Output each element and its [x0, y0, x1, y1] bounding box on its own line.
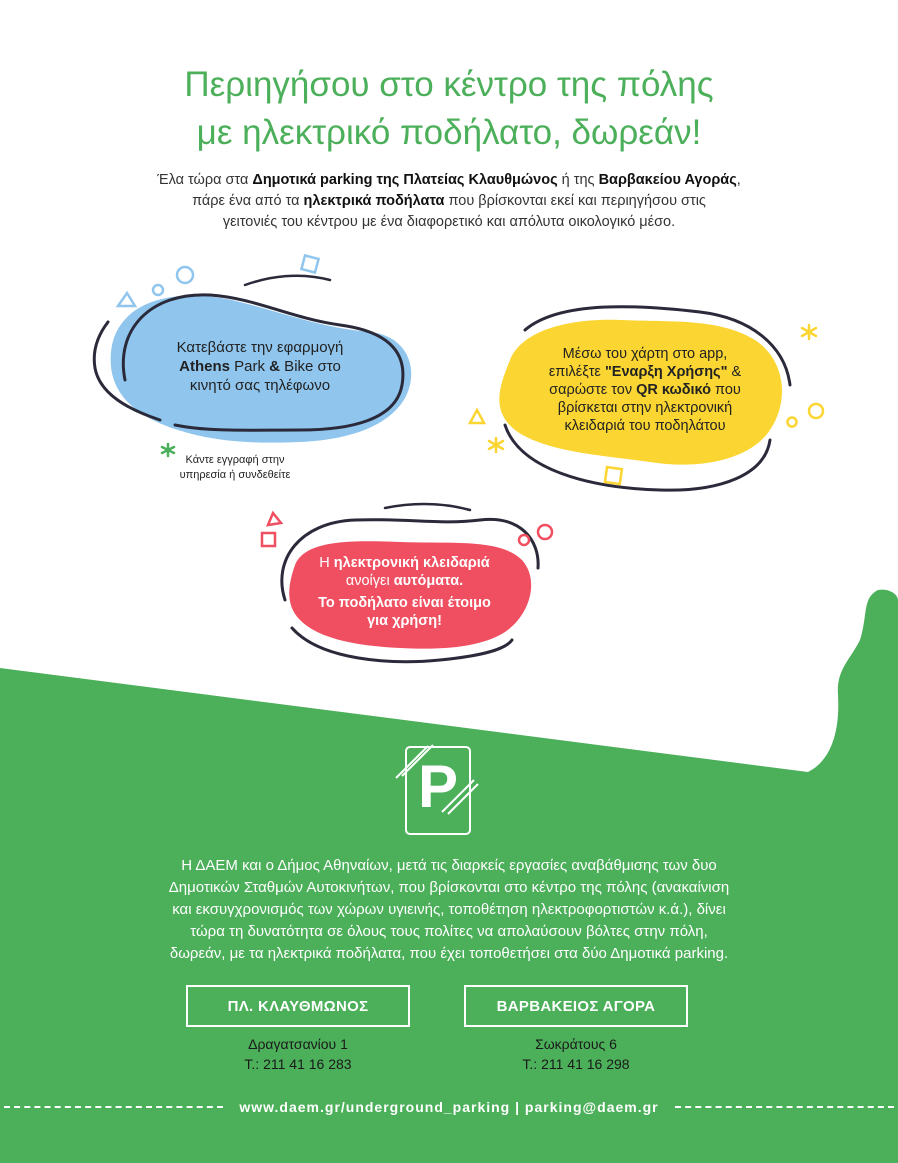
triangle-icon	[268, 513, 281, 525]
circle-icon	[788, 418, 797, 427]
footer-links[interactable]: www.daem.gr/underground_parking | parking@daem.gr	[239, 1099, 659, 1115]
square-icon	[262, 533, 275, 546]
step1-note: Κάντε εγγραφή στην υπηρεσία ή συνδεθείτε	[179, 454, 291, 481]
asterisk-icon	[489, 438, 503, 452]
circle-icon	[519, 535, 529, 545]
description-paragraph: Η ΔΑΕΜ και ο Δήμος Αθηναίων, μετά τις διαρκείς εργασίες αναβάθμισης των δυο Δημοτικών Σταθμών Αυτοκινήτων, που βρίσκονται στο κέντρο της πόλης (ανακαίνιση και εκσυγχρονισμός των χώρων υγιεινής, τοποθέτηση ηλεκτροφορτιστών κ.ά.), δίνει τώρα τη δυνατότητα σε όλους τους πολίτες να απολαύσουν βόλτες στην πόλη, δωρεάν, με τα ηλεκτρικά ποδήλατα, που έχει τοποθετήσει στα δύο Δημοτικά parking.	[168, 857, 730, 962]
intro-paragraph: Έλα τώρα στα Δημοτικά parking της Πλατείας Κλαυθμώνος ή της Βαρβακείου Αγοράς, πάρε ένα από τα ηλεκτρικά ποδήλατα που βρίσκονται εκεί και περιηγήσου στις γειτονιές του κέντρου με ένα διαφορετικό και απόλυτα οικολογικό μέσο.	[157, 172, 741, 230]
asterisk-icon	[802, 325, 816, 339]
triangle-icon	[118, 293, 135, 306]
square-icon	[605, 467, 622, 484]
parking-letter: P	[417, 753, 459, 820]
circle-icon	[177, 267, 193, 283]
footer-dash-left	[4, 1106, 223, 1108]
circle-icon	[809, 404, 823, 418]
location-klafthmonos-info: Δραγατσανίου 1 Τ.: 211 41 16 283	[244, 1036, 352, 1072]
location-klafthmonos-button[interactable]: ΠΛ. ΚΛΑΥΘΜΩΝΟΣ	[186, 985, 410, 1027]
circle-icon	[153, 285, 163, 295]
location-varvakeios-info: Σωκράτους 6 Τ.: 211 41 16 298	[522, 1036, 630, 1072]
circle-icon	[538, 525, 552, 539]
step2-text: Μέσω του χάρτη στο app, επιλέξτε "Εναρξη Χρήσης" & σαρώστε τον QR κωδικό που βρίσκεται στην ηλεκτρονική κλειδαριά του ποδηλάτου	[548, 346, 742, 434]
step3-text: Η ηλεκτρονική κλειδαριά ανοίγει αυτόματα. Το ποδήλατο είναι έτοιμο για χρήση!	[318, 555, 491, 629]
square-icon	[301, 255, 318, 272]
page-title-line2: με ηλεκτρικό ποδήλατο, δωρεάν!	[196, 113, 702, 152]
footer	[0, 1097, 898, 1117]
page-title-line1: Περιηγήσου στο κέντρο της πόλης	[184, 65, 714, 104]
step1-text: Κατεβάστε την εφαρμογή Athens Park & Bike στο κινητό σας τηλέφωνο	[176, 339, 344, 394]
location-varvakeios-button[interactable]: ΒΑΡΒΑΚΕΙΟΣ ΑΓΟΡΑ	[464, 985, 688, 1027]
footer-dash-right	[675, 1106, 894, 1108]
triangle-icon	[470, 410, 484, 423]
